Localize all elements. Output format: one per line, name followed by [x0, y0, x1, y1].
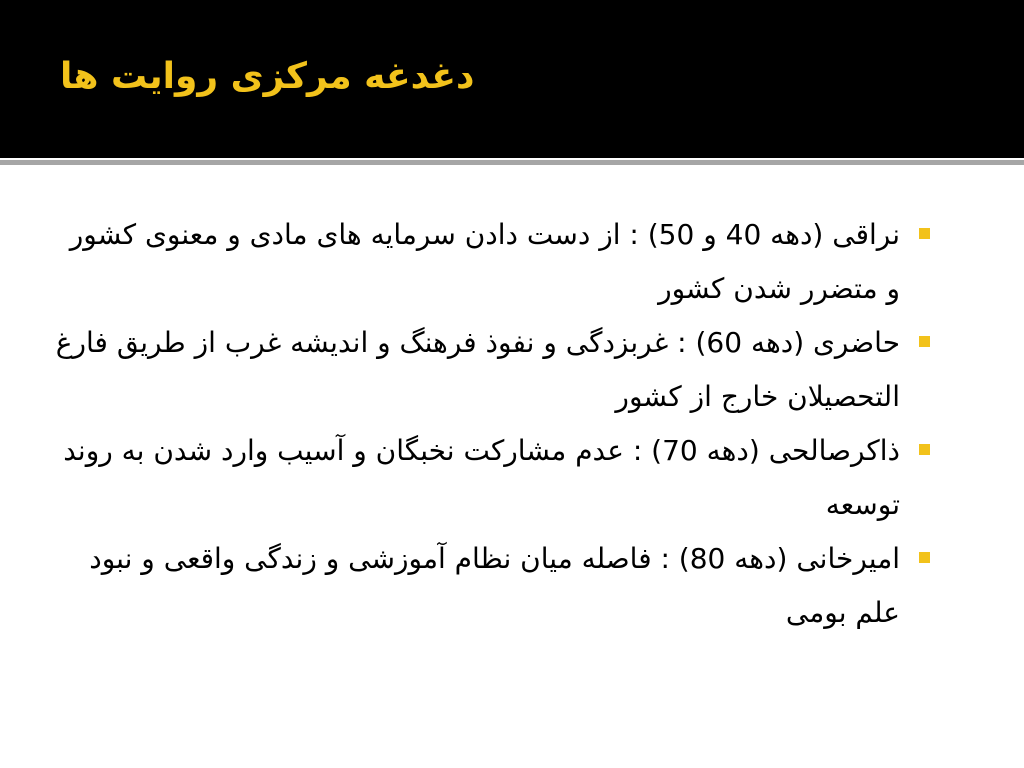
bullet-item-2 [50, 316, 930, 424]
bullet-list [50, 208, 930, 640]
square-bullet-icon [919, 336, 930, 347]
slide-title: دغدغه مرکزی روایت ها [60, 56, 475, 97]
bullet-item-3 [50, 424, 930, 532]
title-bar [0, 0, 1024, 158]
bullet-item-4 [50, 532, 930, 640]
bullet-text: امیرخانی (دهه 80) : فاصله میان نظام آموزشی و زندگی واقعی و نبود علم بومی [89, 542, 900, 629]
square-bullet-icon [919, 552, 930, 563]
title-divider [0, 160, 1024, 165]
bullet-item-1 [50, 208, 930, 316]
square-bullet-icon [919, 444, 930, 455]
bullet-text: نراقی (دهه 40 و 50) : از دست دادن سرمایه های مادی و معنوی کشور و متضرر شدن کشور [69, 218, 900, 305]
bullet-text: حاضری (دهه 60) : غربزدگی و نفوذ فرهنگ و اندیشه غرب از طریق فارغ التحصیلان خارج از کشور [55, 326, 900, 413]
square-bullet-icon [919, 228, 930, 239]
bullet-text: ذاکرصالحی (دهه 70) : عدم مشارکت نخبگان و آسیب وارد شدن به روند توسعه [63, 434, 900, 521]
